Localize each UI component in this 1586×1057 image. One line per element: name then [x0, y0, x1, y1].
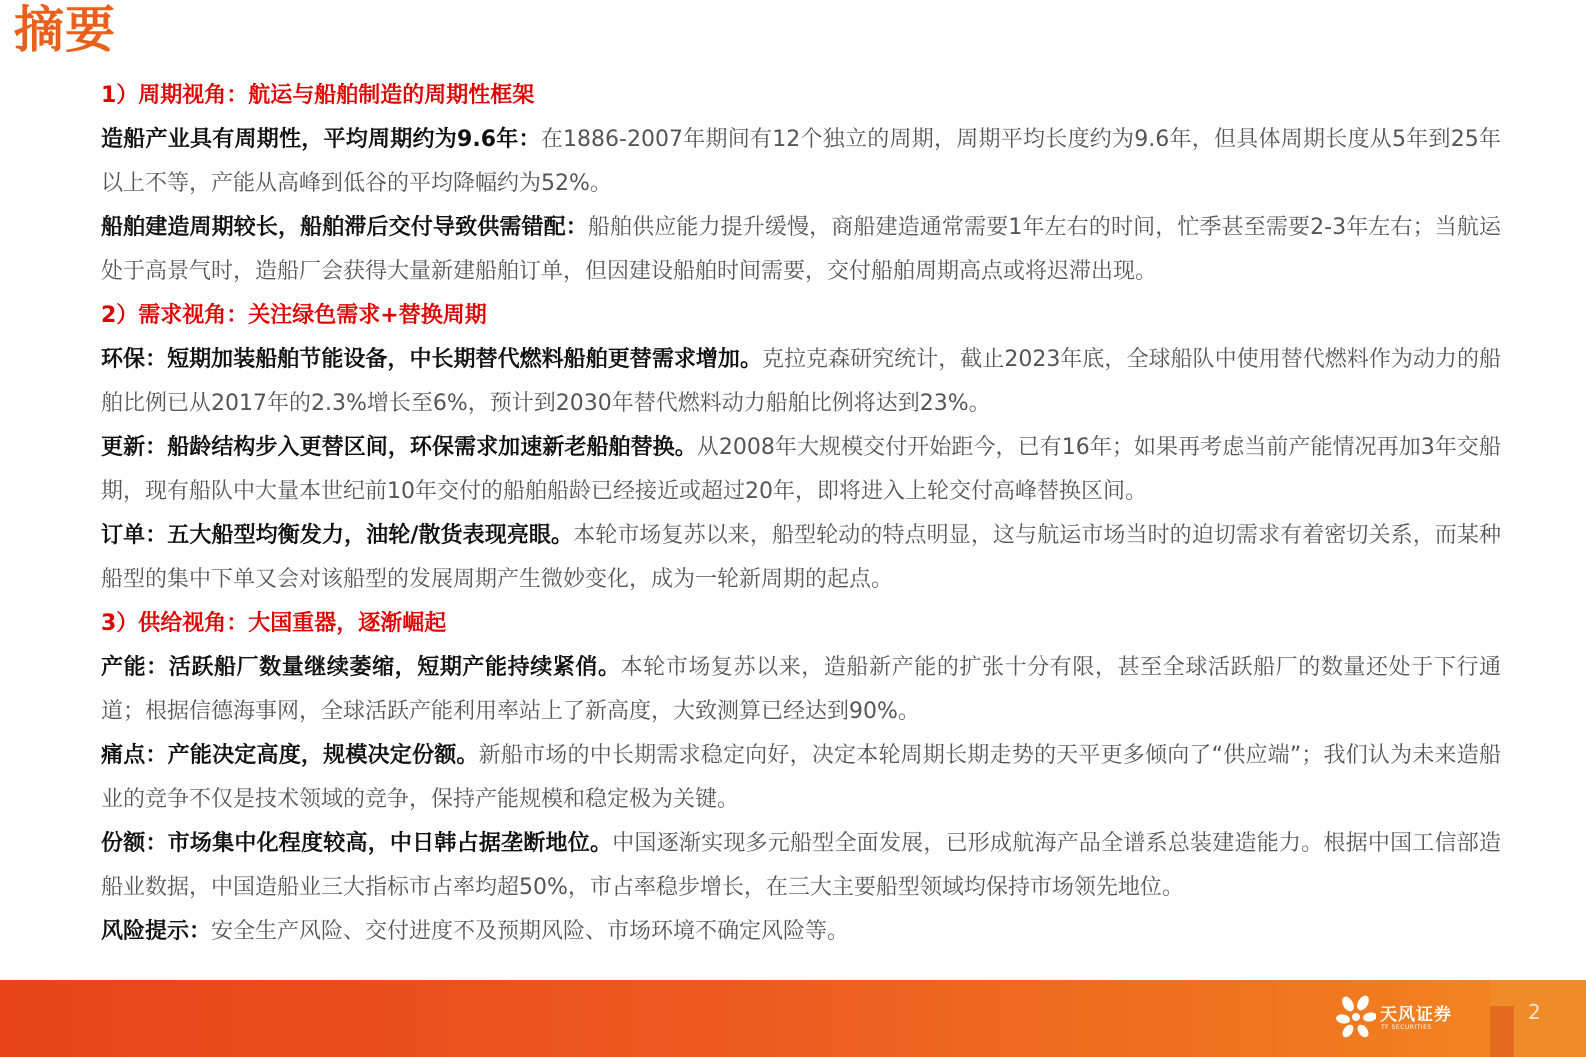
- paragraph-capacity: [101, 646, 1501, 734]
- footer-corner-block: [1490, 980, 1586, 1057]
- paragraph-lead: 份额：市场集中化程度较高，中日韩占据垄断地位。: [101, 831, 613, 856]
- page-number: 2: [1528, 1000, 1541, 1024]
- page-title: 摘要: [14, 1, 116, 59]
- paragraph-body: 船舶供应能力提升缓慢，商船建造通常需要1年左右的时间，忙季甚至需要2-3年左右；当航运处于高景气时，造船厂会获得大量新建船舶订单，但因建设船舶时间需要，交付船舶周期高点或将迟滞出现。: [101, 215, 1501, 284]
- risk-body: 安全生产风险、交付进度不及预期风险、市场环境不确定风险等。: [211, 919, 850, 944]
- paragraph-environment: [101, 338, 1501, 426]
- section-heading-supply: 3）供给视角：大国重器，逐渐崛起: [101, 611, 447, 636]
- section-heading-cycle: 1）周期视角：航运与船舶制造的周期性框架: [101, 83, 535, 108]
- logo-english-name: TF SECURITIES: [1381, 1024, 1432, 1031]
- paragraph-build-cycle: [101, 206, 1501, 294]
- paragraph-orders: [101, 514, 1501, 602]
- footer-bar: [0, 980, 1586, 1057]
- paragraph-body: 从2008年大规模交付开始距今，已有16年；如果再考虑当前产能情况再加3年交船期，现有船队中大量本世纪前10年交付的船舶船龄已经接近或超过20年，即将进入上轮交付高峰替换区间。: [101, 435, 1501, 504]
- paragraph-pain-points: [101, 734, 1501, 822]
- paragraph-cycle-period: [101, 118, 1501, 206]
- paragraph-lead: 造船产业具有周期性，平均周期约为9.6年：: [101, 127, 541, 152]
- paragraph-renewal: [101, 426, 1501, 514]
- summary-content: [101, 74, 1501, 954]
- logo-chinese-name: 天风证券: [1380, 1005, 1452, 1025]
- paragraph-lead: 更新：船龄结构步入更替区间，环保需求加速新老船舶替换。: [101, 435, 697, 460]
- paragraph-lead: 痛点：产能决定高度，规模决定份额。: [101, 743, 479, 768]
- tf-securities-logo: [1336, 994, 1486, 1046]
- paragraph-body: 克拉克森研究统计，截止2023年底，全球船队中使用替代燃料作为动力的船舶比例已从2017年的2.3%增长至6%，预计到2030年替代燃料动力船舶比例将达到23%。: [101, 347, 1501, 416]
- section-heading-demand: 2）需求视角：关注绿色需求+替换周期: [101, 303, 487, 328]
- paragraph-body: 中国逐渐实现多元船型全面发展，已形成航海产品全谱系总装建造能力。根据中国工信部造船业数据，中国造船业三大指标市占率均超50%，市占率稳步增长，在三大主要船型领域均保持市场领先地位。: [101, 831, 1501, 900]
- paragraph-lead: 订单：五大船型均衡发力，油轮/散货表现亮眼。: [101, 523, 574, 548]
- paragraph-lead: 环保：短期加装船舶节能设备，中长期替代燃料船舶更替需求增加。: [101, 347, 762, 372]
- tf-flower-logo-icon: [1336, 994, 1376, 1040]
- paragraph-market-share: [101, 822, 1501, 910]
- paragraph-body: 本轮市场复苏以来，造船新产能的扩张十分有限，甚至全球活跃船厂的数量还处于下行通道；根据信德海事网，全球活跃产能利用率站上了新高度，大致测算已经达到90%。: [101, 655, 1501, 724]
- risk-lead: 风险提示：: [101, 919, 212, 944]
- paragraph-body: 在1886-2007年期间有12个独立的周期，周期平均长度约为9.6年，但具体周期长度从5年到25年以上不等，产能从高峰到低谷的平均降幅约为52%。: [101, 127, 1502, 196]
- paragraph-lead: 船舶建造周期较长，船舶滞后交付导致供需错配：: [101, 215, 588, 240]
- paragraph-lead: 产能：活跃船厂数量继续萎缩，短期产能持续紧俏。: [101, 655, 621, 680]
- paragraph-body: 新船市场的中长期需求稳定向好，决定本轮周期长期走势的天平更多倾向了“供应端”；我们认为未来造船业的竞争不仅是技术领域的竞争，保持产能规模和稳定极为关键。: [101, 743, 1501, 812]
- paragraph-risk: [101, 910, 1501, 954]
- footer-corner-accent: [1490, 1006, 1514, 1057]
- paragraph-body: 本轮市场复苏以来，船型轮动的特点明显，这与航运市场当时的迫切需求有着密切关系，而某种船型的集中下单又会对该船型的发展周期产生微妙变化，成为一轮新周期的起点。: [101, 523, 1501, 592]
